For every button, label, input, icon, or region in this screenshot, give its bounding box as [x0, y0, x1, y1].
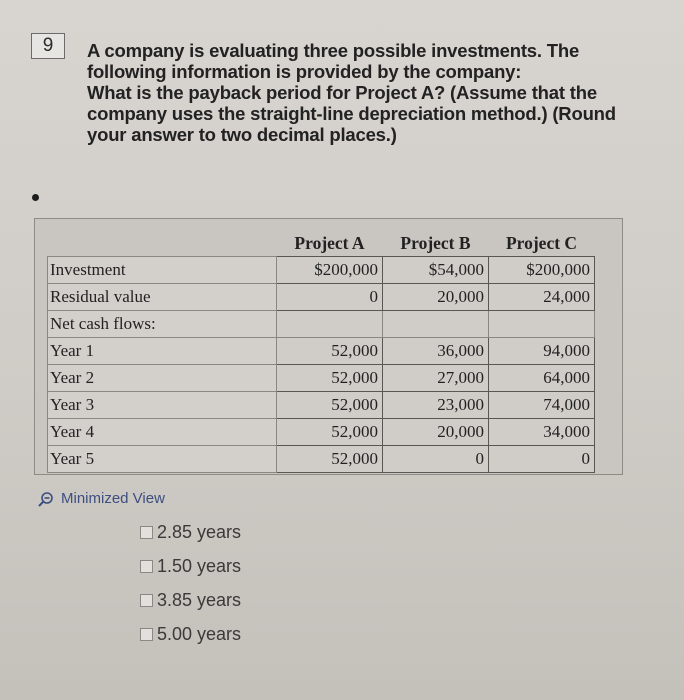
question-text — [87, 40, 627, 145]
row-label: Year 5 — [48, 446, 277, 473]
cell-project-a: 52,000 — [277, 338, 383, 365]
cell-project-a: 52,000 — [277, 446, 383, 473]
header-project-a: Project A — [294, 233, 365, 253]
bullet-dot — [32, 194, 39, 201]
cell-project-b — [383, 311, 489, 338]
question-number: 9 — [31, 33, 65, 59]
cell-project-a: 52,000 — [277, 392, 383, 419]
cell-project-b: $54,000 — [383, 257, 489, 284]
cell-project-a: 52,000 — [277, 365, 383, 392]
option-checkbox[interactable] — [140, 526, 153, 539]
question-line: What is the payback period for Project A? (Assume that the — [87, 82, 597, 103]
cell-project-c: 94,000 — [489, 338, 595, 365]
option-label: 2.85 years — [157, 521, 242, 542]
minimized-view-label: Minimized View — [61, 490, 165, 507]
table-header-row — [48, 230, 595, 257]
table-corner — [48, 230, 277, 257]
table-row — [48, 311, 595, 338]
header-project-b: Project B — [400, 233, 471, 253]
cell-project-a: 52,000 — [277, 419, 383, 446]
answer-option[interactable] — [140, 617, 241, 651]
option-checkbox[interactable] — [140, 628, 153, 641]
answer-option[interactable] — [140, 515, 241, 549]
minimized-view-toggle[interactable] — [37, 490, 165, 507]
cell-project-b: 36,000 — [383, 338, 489, 365]
table-row — [48, 257, 595, 284]
row-label: Net cash flows: — [48, 311, 277, 338]
table-row — [48, 338, 595, 365]
cell-project-b: 20,000 — [383, 419, 489, 446]
table-row — [48, 365, 595, 392]
cell-project-c: $200,000 — [489, 257, 595, 284]
cell-project-b: 23,000 — [383, 392, 489, 419]
cell-project-c — [489, 311, 595, 338]
table-row — [48, 392, 595, 419]
cell-project-b: 27,000 — [383, 365, 489, 392]
table-row — [48, 446, 595, 473]
table-row — [48, 419, 595, 446]
row-label: Year 4 — [48, 419, 277, 446]
row-label: Year 3 — [48, 392, 277, 419]
question-line: your answer to two decimal places.) — [87, 124, 397, 145]
answer-options — [140, 515, 241, 651]
option-checkbox[interactable] — [140, 560, 153, 573]
option-label: 3.85 years — [157, 589, 242, 610]
cell-project-a: $200,000 — [277, 257, 383, 284]
cell-project-b: 20,000 — [383, 284, 489, 311]
option-label: 5.00 years — [157, 623, 242, 644]
cell-project-a: 0 — [277, 284, 383, 311]
row-label: Residual value — [48, 284, 277, 311]
answer-option[interactable] — [140, 583, 241, 617]
investment-table — [47, 230, 595, 473]
table-row — [48, 284, 595, 311]
row-label: Investment — [48, 257, 277, 284]
cell-project-c: 64,000 — [489, 365, 595, 392]
cell-project-c: 74,000 — [489, 392, 595, 419]
cell-project-c: 0 — [489, 446, 595, 473]
cell-project-a — [277, 311, 383, 338]
header-project-c: Project C — [505, 233, 578, 253]
cell-project-c: 24,000 — [489, 284, 595, 311]
row-label: Year 2 — [48, 365, 277, 392]
cell-project-b: 0 — [383, 446, 489, 473]
option-checkbox[interactable] — [140, 594, 153, 607]
question-line: following information is provided by the company: — [87, 61, 522, 82]
option-label: 1.50 years — [157, 555, 242, 576]
answer-option[interactable] — [140, 549, 241, 583]
cell-project-c: 34,000 — [489, 419, 595, 446]
row-label: Year 1 — [48, 338, 277, 365]
question-line: A company is evaluating three possible investments. The — [87, 40, 580, 61]
question-line: company uses the straight-line depreciation method.) (Round — [87, 103, 616, 124]
magnifier-minus-icon — [37, 491, 55, 507]
